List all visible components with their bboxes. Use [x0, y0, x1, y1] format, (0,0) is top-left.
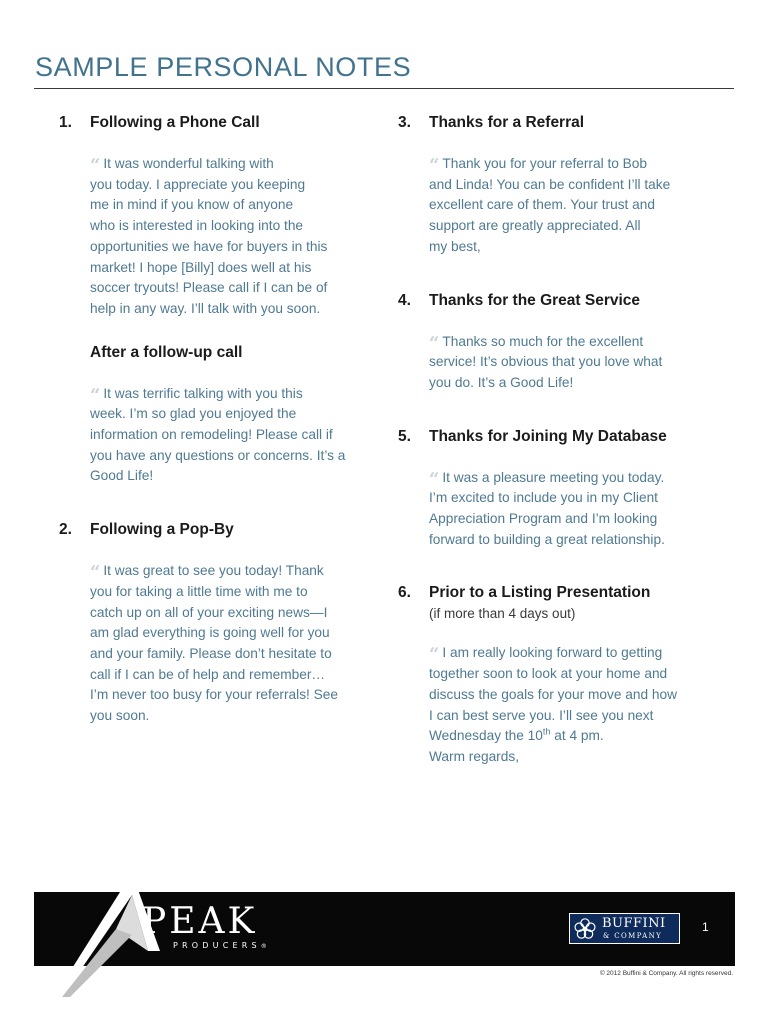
producers-label: PRODUCERS	[173, 941, 261, 950]
section-number: 3.	[398, 114, 411, 131]
note-body-end: at 4 pm. Warm regards,	[429, 728, 604, 764]
note-text	[429, 643, 708, 767]
copyright-notice: © 2012 Buffini & Company. All rights reserved.	[599, 970, 733, 977]
section-title: Thanks for the Great Service	[429, 291, 641, 309]
note-body: It was great to see you today! Thank you for taking a little time with me to catch up on all of your exciting news—I am glad everything is going well for you and your family. Please don’t hesitate to call if I can be of help and remember… I’m never too busy for your referrals! See you soon.	[90, 563, 338, 724]
section-heading	[398, 290, 708, 312]
note-body: It was terrific talking with you this week. I’m so glad you enjoyed the information on remodeling! Please call if you have any questions or concerns. It’s a Good Life!	[90, 385, 346, 484]
section-pop-by	[59, 519, 359, 727]
note-text	[429, 332, 708, 394]
section-heading	[59, 519, 359, 541]
section-subtext: (if more than 4 days out)	[429, 606, 576, 622]
section-title: Following a Pop-By	[90, 521, 234, 539]
section-number: 1.	[59, 114, 72, 131]
section-phone-call	[59, 112, 359, 487]
ordinal-suffix: th	[542, 726, 551, 737]
producers-logo-text	[173, 941, 267, 950]
trademark-mark: ®	[260, 943, 267, 950]
section-heading	[398, 112, 708, 134]
quote-icon: “	[429, 468, 439, 490]
note-text	[90, 154, 359, 320]
section-great-service	[398, 290, 708, 394]
section-title: Thanks for Joining My Database	[429, 427, 667, 445]
section-heading	[398, 426, 708, 448]
note-body: Thank you for your referral to Bob and Linda! You can be confident I’ll take excellent care of them. Your trust and support are greatly appreciated. All my best,	[429, 156, 671, 254]
section-title: Thanks for a Referral	[429, 114, 585, 131]
note-body: It was wonderful talking with you today. I appreciate you keeping me in mind if you know of anyone who is interested in looking into the opportunities we have for buyers in this market! I hope [Billy] does well at his soccer tryouts! Please call if I can be of help in any way. I’ll talk with you soon.	[90, 156, 328, 316]
quote-icon: “	[429, 155, 439, 176]
quote-icon: “	[429, 332, 439, 354]
quote-icon: “	[90, 384, 100, 406]
section-listing-presentation	[398, 582, 708, 767]
note-text	[90, 384, 359, 488]
note-body: It was a pleasure meeting you today. I’m excited to include you in my Client Appreciation Program and I’m looking forward to building a great relationship.	[429, 469, 665, 547]
quote-icon: “	[90, 155, 100, 176]
section-number: 5.	[398, 427, 411, 445]
flower-icon	[573, 917, 597, 941]
section-number: 2.	[59, 521, 72, 539]
title-divider	[34, 88, 734, 89]
buffini-logo	[569, 913, 680, 944]
section-number: 4.	[398, 291, 411, 309]
section-number: 6.	[398, 584, 411, 602]
quote-icon: “	[90, 562, 100, 584]
page-title: SAMPLE PERSONAL NOTES	[35, 52, 412, 82]
note-body-start: I am really looking forward to getting together soon to look at your home and discuss the goals for your move and how I can best serve you. I’ll see you next Wednesday the 10	[429, 645, 678, 744]
note-text	[429, 468, 708, 551]
right-column	[398, 112, 708, 768]
section-heading	[59, 112, 359, 134]
section-joining-database	[398, 426, 708, 551]
quote-icon: “	[429, 644, 439, 666]
left-column	[59, 112, 359, 727]
note-body: Thanks so much for the excellent service! It’s obvious that you love what you do. It’s a Good Life!	[429, 333, 663, 390]
section-title: Prior to a Listing Presentation	[429, 584, 651, 602]
peak-logo-text: PEAK	[142, 901, 258, 942]
note-text	[90, 561, 359, 727]
buffini-name: BUFFINI	[602, 916, 666, 931]
section-heading	[398, 582, 708, 604]
page-number: 1	[702, 920, 709, 934]
note-text	[429, 154, 708, 258]
section-referral	[398, 112, 708, 258]
subsection-heading: After a follow-up call	[90, 343, 243, 361]
buffini-company: & COMPANY	[603, 932, 663, 940]
section-title: Following a Phone Call	[90, 114, 260, 131]
